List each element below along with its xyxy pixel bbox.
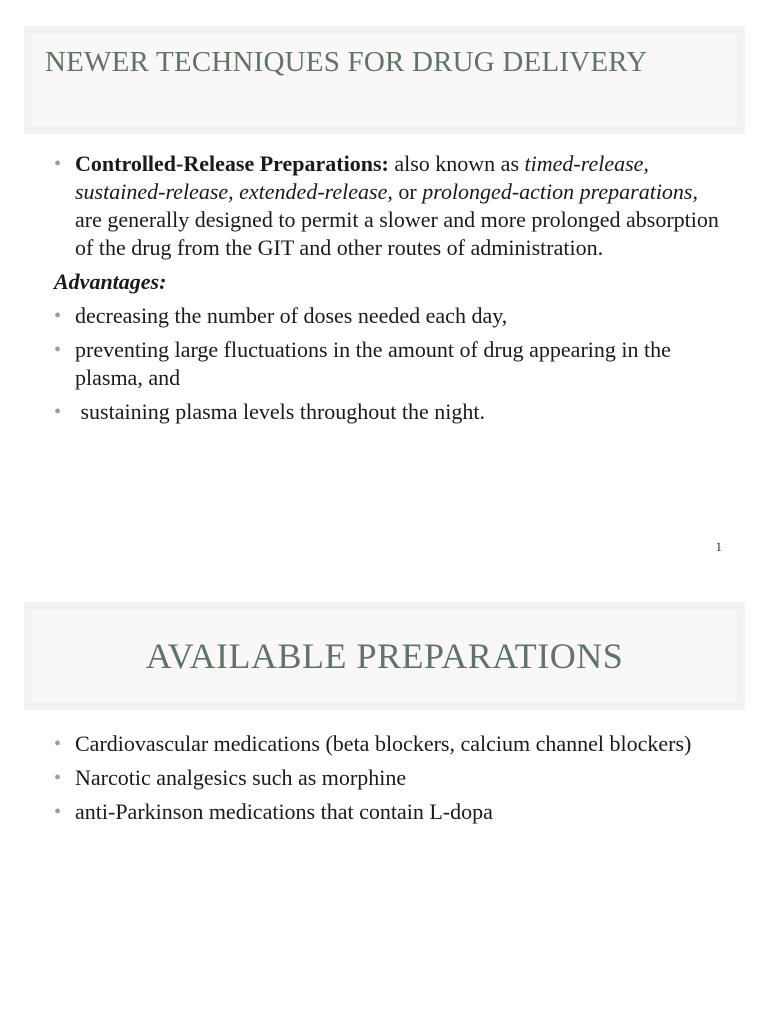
advantage-text: decreasing the number of doses needed each day, — [75, 303, 508, 328]
slide-1-content — [54, 150, 728, 432]
bullet-text: or — [392, 179, 423, 204]
advantage-item — [54, 302, 728, 330]
preparation-text: Cardiovascular medications (beta blockers, calcium channel blockers) — [75, 731, 692, 756]
advantages-heading: Advantages: — [54, 269, 167, 294]
bullet-text: also known as — [388, 151, 525, 176]
term-controlled-release: Controlled-Release Preparations: — [75, 151, 389, 176]
advantage-text: sustaining plasma levels throughout the night. — [75, 399, 486, 424]
bullet-dot-icon: • — [54, 339, 62, 361]
page-number: 1 — [715, 539, 722, 554]
bullet-dot-icon: • — [54, 305, 62, 327]
preparation-item — [54, 730, 728, 758]
slide-1-title-box — [24, 26, 745, 134]
advantage-item — [54, 398, 728, 426]
italic-terms-1: timed-release, sustained-release, extended-release, — [75, 151, 649, 204]
slide-1-title: NEWER TECHNIQUES FOR DRUG DELIVERY — [45, 46, 648, 78]
preparation-text: Narcotic analgesics such as morphine — [75, 765, 407, 790]
bullet-dot-icon: • — [54, 767, 62, 789]
bullet-dot-icon: • — [54, 401, 62, 423]
preparation-text: anti-Parkinson medications that contain L-dopa — [75, 799, 493, 824]
bullet-text: are generally designed to permit a slower and more prolonged absorption of the drug from the GIT and other routes of administration. — [75, 207, 719, 260]
italic-terms-2: prolonged-action preparations, — [422, 179, 698, 204]
slide-2-title: AVAILABLE PREPARATIONS — [145, 636, 624, 676]
advantage-item — [54, 336, 728, 392]
slide-2 — [0, 576, 768, 1024]
bullet-dot-icon: • — [54, 801, 62, 823]
bullet-dot-icon: • — [54, 153, 62, 175]
slide-2-content — [54, 730, 728, 832]
preparation-item — [54, 798, 728, 826]
bullet-controlled-release — [54, 150, 728, 262]
preparation-item — [54, 764, 728, 792]
bullet-dot-icon: • — [54, 733, 62, 755]
slide-2-title-box — [24, 602, 745, 710]
advantage-text: preventing large fluctuations in the amount of drug appearing in the plasma, and — [75, 337, 671, 390]
